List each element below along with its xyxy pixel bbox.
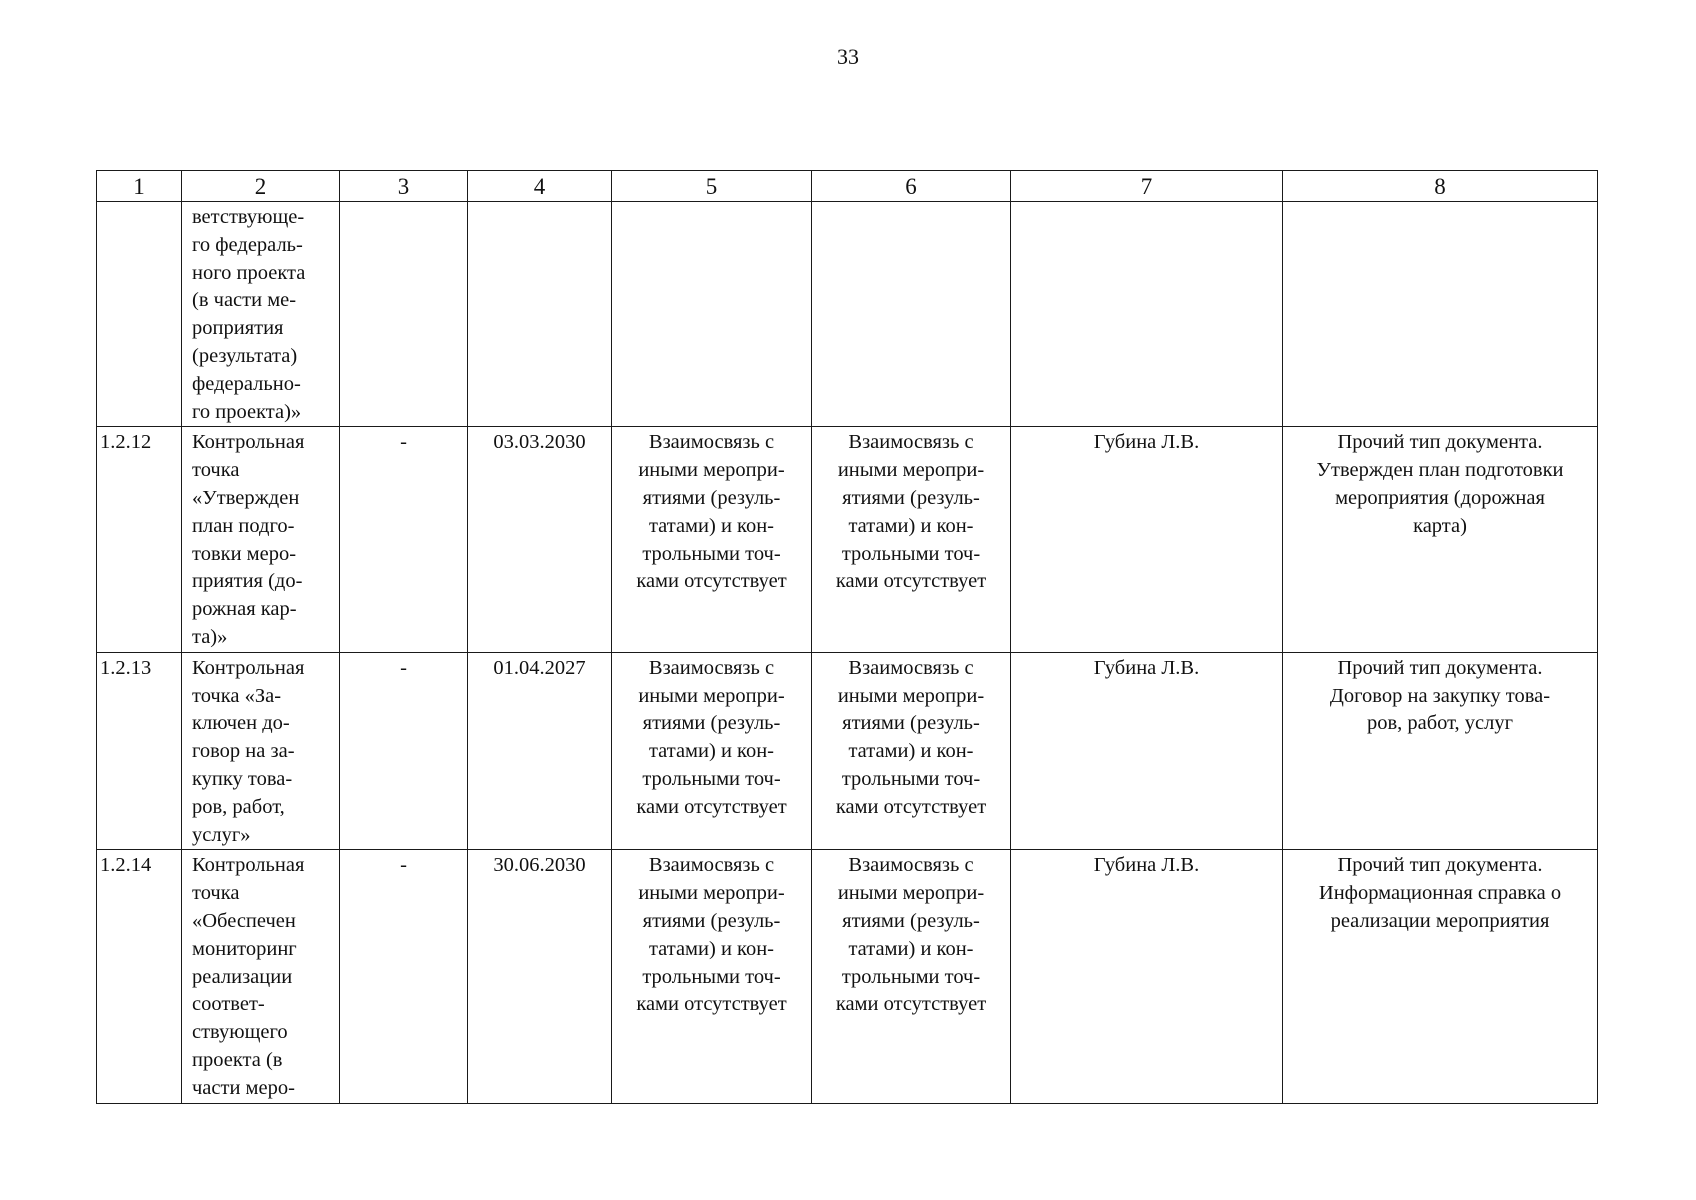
cell-responsible: Губина Л.В.	[1011, 652, 1283, 850]
cell-date: 03.03.2030	[468, 427, 612, 652]
cell-name: Контрольная точка «За- ключен до- говор на за- купку това- ров, работ, услуг»	[182, 652, 340, 850]
cell-relation-6: Взаимосвязь с иными меропри- ятиями (резуль- татами) и кон- трольными точ- ками отсутствует	[812, 850, 1011, 1103]
cell-relation-5: Взаимосвязь с иными меропри- ятиями (резуль- татами) и кон- трольными точ- ками отсутствует	[612, 850, 812, 1103]
column-header-7: 7	[1011, 171, 1283, 202]
cell-empty	[97, 202, 182, 427]
cell-col3: -	[340, 652, 468, 850]
table-row	[97, 427, 1598, 652]
cell-document: Прочий тип документа. Утвержден план подготовки мероприятия (дорожная карта)	[1283, 427, 1598, 652]
cell-empty	[812, 202, 1011, 427]
column-header-4: 4	[468, 171, 612, 202]
cell-name-continuation: ветствующе- го федераль- ного проекта (в части ме- роприятия (результата) федерально- го проекта)»	[182, 202, 340, 427]
cell-name: Контрольная точка «Обеспечен мониторинг реализации соответ- ствующего проекта (в части меро-	[182, 850, 340, 1103]
cell-responsible: Губина Л.В.	[1011, 850, 1283, 1103]
cell-document: Прочий тип документа. Договор на закупку това- ров, работ, услуг	[1283, 652, 1598, 850]
cell-empty	[468, 202, 612, 427]
column-header-5: 5	[612, 171, 812, 202]
table-row-continuation	[97, 202, 1598, 427]
cell-number: 1.2.14	[97, 850, 182, 1103]
column-header-2: 2	[182, 171, 340, 202]
cell-name: Контрольная точка «Утвержден план подго- товки меро- приятия (до- рожная кар- та)»	[182, 427, 340, 652]
table-row	[97, 652, 1598, 850]
cell-relation-6: Взаимосвязь с иными меропри- ятиями (резуль- татами) и кон- трольными точ- ками отсутствует	[812, 427, 1011, 652]
cell-empty	[1011, 202, 1283, 427]
column-header-1: 1	[97, 171, 182, 202]
column-header-6: 6	[812, 171, 1011, 202]
cell-empty	[340, 202, 468, 427]
table-header-row	[97, 171, 1598, 202]
cell-relation-6: Взаимосвязь с иными меропри- ятиями (резуль- татами) и кон- трольными точ- ками отсутствует	[812, 652, 1011, 850]
cell-col3: -	[340, 427, 468, 652]
cell-date: 01.04.2027	[468, 652, 612, 850]
cell-responsible: Губина Л.В.	[1011, 427, 1283, 652]
cell-empty	[612, 202, 812, 427]
activities-table	[96, 170, 1598, 1104]
cell-date: 30.06.2030	[468, 850, 612, 1103]
cell-relation-5: Взаимосвязь с иными меропри- ятиями (резуль- татами) и кон- трольными точ- ками отсутствует	[612, 652, 812, 850]
table-row	[97, 850, 1598, 1103]
page-number: 33	[837, 44, 859, 69]
cell-col3: -	[340, 850, 468, 1103]
cell-relation-5: Взаимосвязь с иными меропри- ятиями (резуль- татами) и кон- трольными точ- ками отсутствует	[612, 427, 812, 652]
cell-number: 1.2.13	[97, 652, 182, 850]
column-header-8: 8	[1283, 171, 1598, 202]
cell-number: 1.2.12	[97, 427, 182, 652]
column-header-3: 3	[340, 171, 468, 202]
cell-empty	[1283, 202, 1598, 427]
cell-document: Прочий тип документа. Информационная справка о реализации мероприятия	[1283, 850, 1598, 1103]
